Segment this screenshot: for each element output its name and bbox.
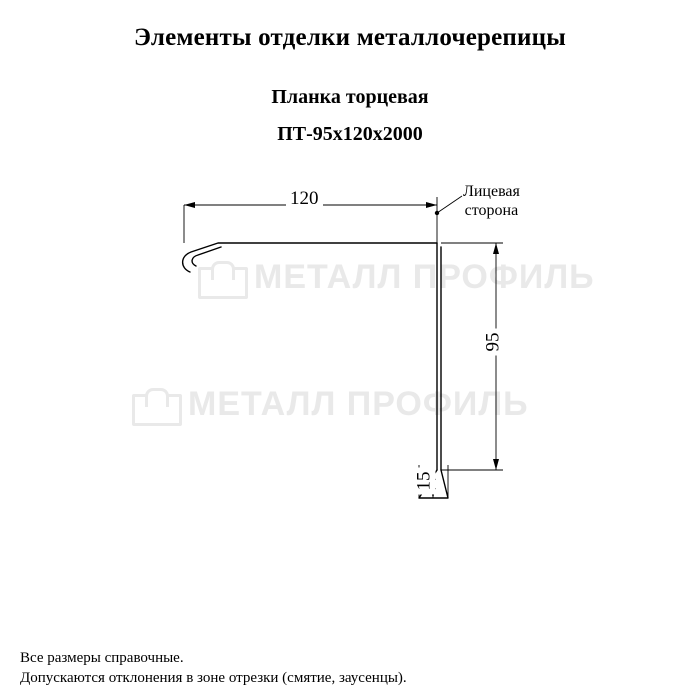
arrow-120-right (426, 202, 437, 208)
arrow-95-top (493, 243, 499, 254)
watermark-text: МЕТАЛЛ ПРОФИЛЬ (188, 385, 529, 423)
watermark-text: МЕТАЛЛ ПРОФИЛЬ (254, 258, 595, 296)
product-name: Планка торцевая (271, 86, 429, 108)
page-title: Элементы отделки металлочерепицы (134, 24, 566, 51)
footer-notes (20, 648, 407, 688)
callout-leader-line (437, 196, 462, 213)
callout-anchor-dot (435, 211, 439, 215)
callout-line-1: Лицевая (463, 183, 520, 200)
callout-front-side (463, 182, 520, 220)
callout-line-2: сторона (464, 202, 519, 219)
footer-note-2: Допускаются отклонения в зоне отрезки (смятие, заусенцы). (20, 670, 407, 686)
arrow-120-left (184, 202, 195, 208)
dimension-label-height: 95 (483, 329, 505, 356)
product-code: ПТ-95х120х2000 (277, 123, 423, 145)
dimension-label-lip: 15 (414, 468, 436, 495)
footer-note-1: Все размеры справочные. (20, 650, 184, 666)
dimension-label-width: 120 (286, 188, 323, 210)
arrow-95-bottom (493, 459, 499, 470)
